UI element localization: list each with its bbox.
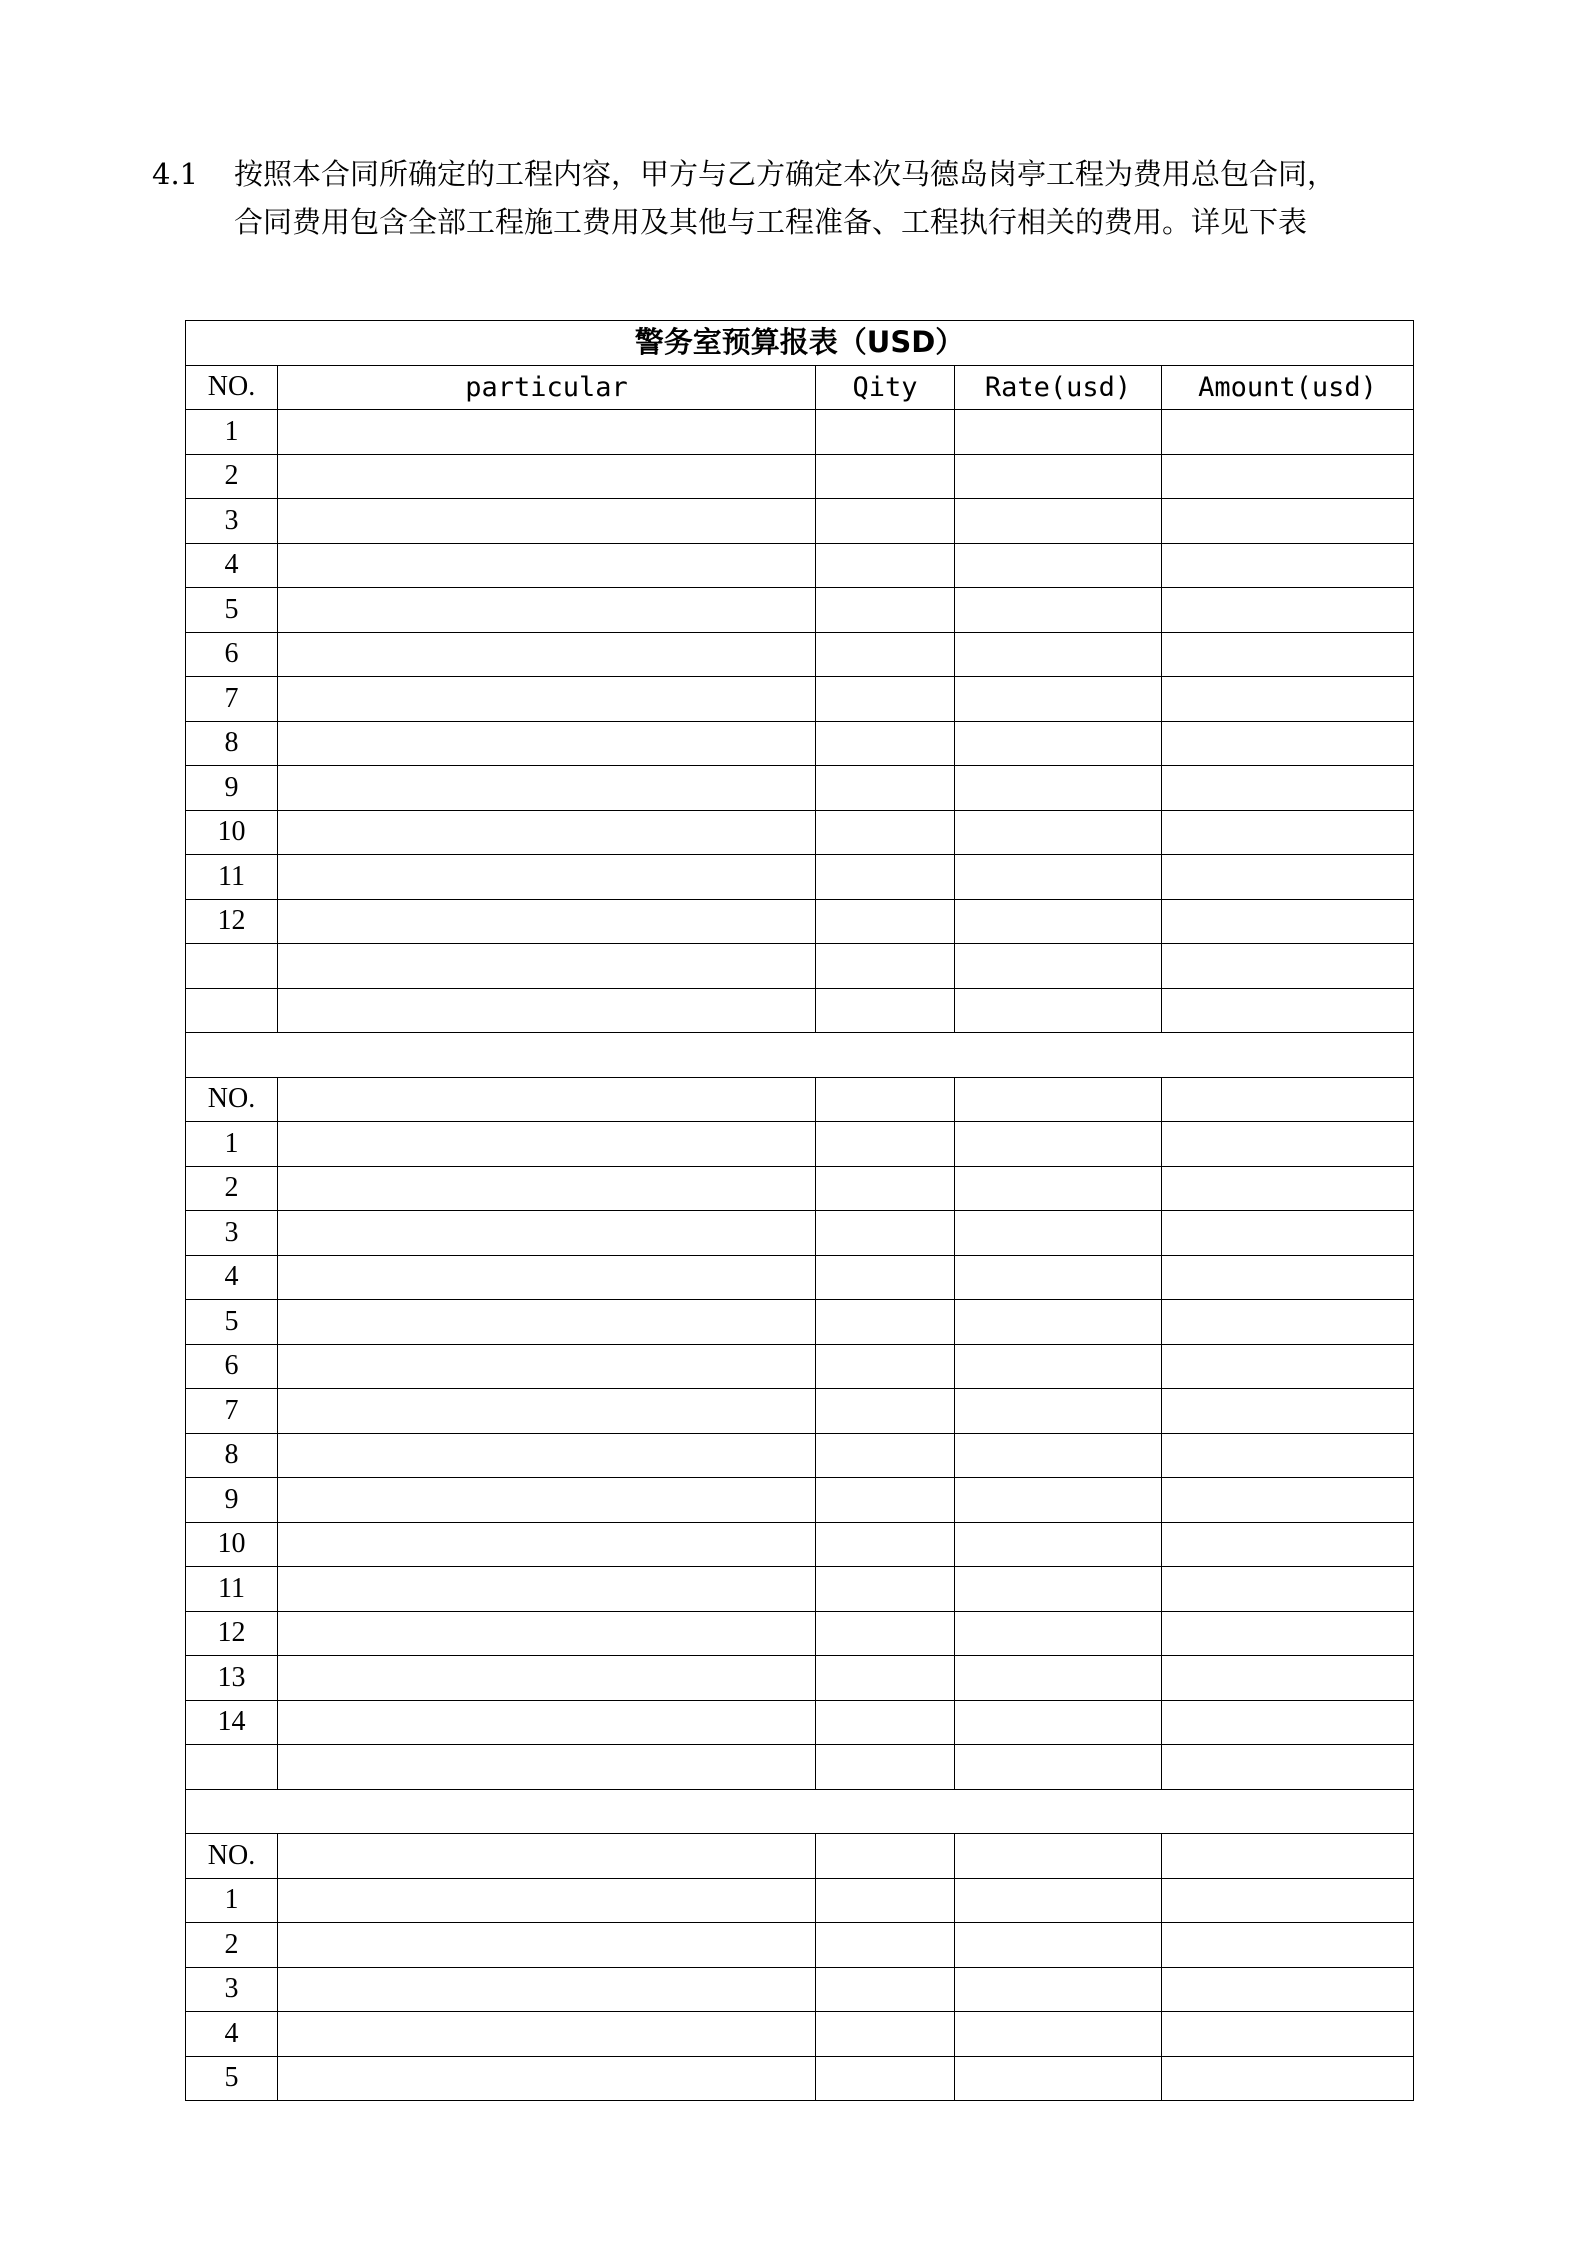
table-row bbox=[186, 1166, 1414, 1211]
table-cell bbox=[1162, 1166, 1414, 1211]
table-row bbox=[186, 632, 1414, 677]
table-cell bbox=[816, 1878, 955, 1923]
clause-text-line-1: 按照本合同所确定的工程内容，甲方与乙方确定本次马德岛岗亭工程为费用总包合同， bbox=[234, 157, 1337, 191]
row-number: 12 bbox=[186, 899, 278, 944]
table-cell bbox=[1162, 1389, 1414, 1434]
table-row bbox=[186, 1522, 1414, 1567]
table-cell bbox=[955, 1255, 1162, 1300]
table-cell bbox=[1162, 1255, 1414, 1300]
table-row bbox=[186, 810, 1414, 855]
table-row bbox=[186, 1878, 1414, 1923]
table-cell bbox=[955, 766, 1162, 811]
table-cell bbox=[278, 1255, 816, 1300]
table-row bbox=[186, 1344, 1414, 1389]
table-cell bbox=[1162, 454, 1414, 499]
table-row bbox=[186, 588, 1414, 633]
row-number: 2 bbox=[186, 1166, 278, 1211]
table-row bbox=[186, 1967, 1414, 2012]
table-cell bbox=[278, 632, 816, 677]
table-cell bbox=[278, 988, 816, 1033]
table-row bbox=[186, 1433, 1414, 1478]
table-cell bbox=[955, 677, 1162, 722]
table-row bbox=[186, 1478, 1414, 1523]
table-cell bbox=[1162, 1077, 1414, 1122]
table-header-row bbox=[186, 365, 1414, 410]
table-cell bbox=[955, 588, 1162, 633]
table-cell bbox=[816, 677, 955, 722]
section-separator-row bbox=[186, 1789, 1414, 1834]
table-cell bbox=[1162, 1211, 1414, 1256]
table-cell bbox=[955, 2056, 1162, 2101]
row-number: 5 bbox=[186, 2056, 278, 2101]
section-header-row bbox=[186, 1077, 1414, 1122]
row-number: 5 bbox=[186, 1300, 278, 1345]
table-cell bbox=[1162, 499, 1414, 544]
row-number: 5 bbox=[186, 588, 278, 633]
table-cell bbox=[278, 1567, 816, 1612]
row-number: 7 bbox=[186, 1389, 278, 1434]
clause-text-line-2: 合同费用包含全部工程施工费用及其他与工程准备、工程执行相关的费用。详见下表 bbox=[234, 205, 1308, 239]
table-cell bbox=[1162, 1745, 1414, 1790]
table-cell bbox=[816, 1923, 955, 1968]
table-row bbox=[186, 1389, 1414, 1434]
table-cell bbox=[955, 1923, 1162, 1968]
budget-table bbox=[185, 320, 1414, 2101]
table-cell bbox=[955, 855, 1162, 900]
header-particular: particular bbox=[278, 365, 816, 410]
table-cell bbox=[278, 499, 816, 544]
row-number: 3 bbox=[186, 1967, 278, 2012]
table-cell bbox=[955, 1656, 1162, 1701]
table-cell bbox=[955, 1834, 1162, 1879]
table-cell bbox=[1162, 1344, 1414, 1389]
table-cell bbox=[816, 1255, 955, 1300]
row-number: 8 bbox=[186, 721, 278, 766]
table-cell bbox=[278, 1522, 816, 1567]
table-cell bbox=[816, 899, 955, 944]
table-cell bbox=[1162, 855, 1414, 900]
row-number: 1 bbox=[186, 1878, 278, 1923]
row-number: 9 bbox=[186, 1478, 278, 1523]
table-row bbox=[186, 721, 1414, 766]
table-cell bbox=[816, 1166, 955, 1211]
table-row bbox=[186, 988, 1414, 1033]
table-cell bbox=[278, 588, 816, 633]
table-cell bbox=[816, 988, 955, 1033]
header-qity: Qity bbox=[816, 365, 955, 410]
table-cell bbox=[955, 944, 1162, 989]
table-row bbox=[186, 410, 1414, 455]
table-cell bbox=[1162, 1656, 1414, 1701]
table-cell bbox=[816, 1433, 955, 1478]
table-row bbox=[186, 1611, 1414, 1656]
table-row bbox=[186, 454, 1414, 499]
table-row bbox=[186, 944, 1414, 989]
section-separator-row bbox=[186, 1033, 1414, 1078]
table-cell bbox=[278, 543, 816, 588]
table-cell bbox=[1162, 588, 1414, 633]
budget-table-body bbox=[186, 321, 1414, 2101]
table-title: 警务室预算报表（USD） bbox=[186, 321, 1414, 366]
table-cell bbox=[955, 1878, 1162, 1923]
section-separator-cell bbox=[186, 1033, 1414, 1078]
table-cell bbox=[816, 1745, 955, 1790]
section-header-row bbox=[186, 1834, 1414, 1879]
row-number: 1 bbox=[186, 1122, 278, 1167]
table-cell bbox=[278, 1300, 816, 1345]
table-cell bbox=[1162, 1478, 1414, 1523]
table-cell bbox=[816, 1656, 955, 1701]
table-row bbox=[186, 766, 1414, 811]
table-cell bbox=[278, 677, 816, 722]
table-cell bbox=[1162, 1611, 1414, 1656]
table-cell bbox=[955, 1166, 1162, 1211]
section-separator-cell bbox=[186, 1789, 1414, 1834]
table-cell bbox=[955, 1745, 1162, 1790]
table-cell bbox=[955, 454, 1162, 499]
table-row bbox=[186, 1745, 1414, 1790]
table-row bbox=[186, 1567, 1414, 1612]
row-number: 7 bbox=[186, 677, 278, 722]
table-cell bbox=[955, 1389, 1162, 1434]
clause-line-1 bbox=[152, 150, 1452, 198]
table-cell bbox=[816, 1211, 955, 1256]
row-number: 13 bbox=[186, 1656, 278, 1701]
table-cell bbox=[816, 410, 955, 455]
table-cell bbox=[278, 1611, 816, 1656]
table-cell bbox=[1162, 766, 1414, 811]
table-cell bbox=[955, 899, 1162, 944]
table-cell bbox=[1162, 944, 1414, 989]
row-number bbox=[186, 944, 278, 989]
table-cell bbox=[278, 1745, 816, 1790]
table-cell bbox=[816, 1344, 955, 1389]
table-cell bbox=[1162, 721, 1414, 766]
table-cell bbox=[816, 766, 955, 811]
table-cell bbox=[278, 855, 816, 900]
table-cell bbox=[1162, 1567, 1414, 1612]
table-row bbox=[186, 1211, 1414, 1256]
table-cell bbox=[278, 1834, 816, 1879]
table-cell bbox=[955, 1478, 1162, 1523]
table-cell bbox=[955, 543, 1162, 588]
table-cell bbox=[816, 1478, 955, 1523]
table-cell bbox=[278, 766, 816, 811]
table-cell bbox=[816, 1834, 955, 1879]
row-number: 3 bbox=[186, 1211, 278, 1256]
table-cell bbox=[278, 721, 816, 766]
table-row bbox=[186, 1700, 1414, 1745]
header-no: NO. bbox=[186, 365, 278, 410]
table-cell bbox=[1162, 677, 1414, 722]
table-cell bbox=[278, 1389, 816, 1434]
table-cell bbox=[955, 1211, 1162, 1256]
table-cell bbox=[955, 1700, 1162, 1745]
table-cell bbox=[955, 410, 1162, 455]
table-cell bbox=[278, 1656, 816, 1701]
table-cell bbox=[816, 1077, 955, 1122]
table-cell bbox=[278, 1700, 816, 1745]
table-row bbox=[186, 499, 1414, 544]
table-cell bbox=[1162, 1878, 1414, 1923]
table-cell bbox=[816, 588, 955, 633]
table-cell bbox=[955, 1344, 1162, 1389]
table-cell bbox=[955, 632, 1162, 677]
table-cell bbox=[278, 1967, 816, 2012]
table-cell bbox=[955, 1077, 1162, 1122]
table-cell bbox=[955, 1567, 1162, 1612]
row-number: 11 bbox=[186, 1567, 278, 1612]
table-cell bbox=[955, 2012, 1162, 2057]
table-cell bbox=[955, 1522, 1162, 1567]
table-cell bbox=[955, 988, 1162, 1033]
table-cell bbox=[816, 944, 955, 989]
row-number: 6 bbox=[186, 632, 278, 677]
table-cell bbox=[278, 2012, 816, 2057]
row-number: 3 bbox=[186, 499, 278, 544]
table-cell bbox=[278, 1878, 816, 1923]
table-cell bbox=[278, 1344, 816, 1389]
table-row bbox=[186, 2012, 1414, 2057]
table-row bbox=[186, 677, 1414, 722]
table-cell bbox=[955, 499, 1162, 544]
row-number: 6 bbox=[186, 1344, 278, 1389]
table-cell bbox=[278, 810, 816, 855]
row-number: 11 bbox=[186, 855, 278, 900]
table-cell bbox=[278, 899, 816, 944]
table-cell bbox=[1162, 1122, 1414, 1167]
table-cell bbox=[955, 721, 1162, 766]
table-cell bbox=[278, 1923, 816, 1968]
table-cell bbox=[1162, 1522, 1414, 1567]
row-number: 9 bbox=[186, 766, 278, 811]
table-cell bbox=[816, 2012, 955, 2057]
table-cell bbox=[816, 1522, 955, 1567]
row-number: 10 bbox=[186, 810, 278, 855]
row-number: 1 bbox=[186, 410, 278, 455]
table-cell bbox=[955, 1967, 1162, 2012]
table-cell bbox=[816, 454, 955, 499]
table-cell bbox=[816, 1700, 955, 1745]
table-cell bbox=[955, 1300, 1162, 1345]
table-cell bbox=[816, 855, 955, 900]
table-row bbox=[186, 1656, 1414, 1701]
table-row bbox=[186, 899, 1414, 944]
table-cell bbox=[278, 454, 816, 499]
header-rate: Rate(usd) bbox=[955, 365, 1162, 410]
table-cell bbox=[955, 1433, 1162, 1478]
row-number: 14 bbox=[186, 1700, 278, 1745]
table-row bbox=[186, 543, 1414, 588]
table-cell bbox=[278, 944, 816, 989]
row-number: 12 bbox=[186, 1611, 278, 1656]
table-cell bbox=[1162, 899, 1414, 944]
table-row bbox=[186, 2056, 1414, 2101]
row-number bbox=[186, 1745, 278, 1790]
row-number: 2 bbox=[186, 1923, 278, 1968]
table-cell bbox=[816, 1567, 955, 1612]
table-row bbox=[186, 1255, 1414, 1300]
header-amount: Amount(usd) bbox=[1162, 365, 1414, 410]
table-cell bbox=[278, 1211, 816, 1256]
clause-number: 4.1 bbox=[152, 157, 199, 191]
table-row bbox=[186, 855, 1414, 900]
section-header-no: NO. bbox=[186, 1077, 278, 1122]
table-cell bbox=[955, 810, 1162, 855]
table-cell bbox=[1162, 1834, 1414, 1879]
table-cell bbox=[278, 410, 816, 455]
table-cell bbox=[816, 1300, 955, 1345]
row-number bbox=[186, 988, 278, 1033]
table-cell bbox=[1162, 543, 1414, 588]
table-row bbox=[186, 1923, 1414, 1968]
table-cell bbox=[1162, 2012, 1414, 2057]
table-cell bbox=[816, 499, 955, 544]
table-cell bbox=[816, 632, 955, 677]
row-number: 2 bbox=[186, 454, 278, 499]
row-number: 8 bbox=[186, 1433, 278, 1478]
table-cell bbox=[816, 1967, 955, 2012]
table-cell bbox=[278, 2056, 816, 2101]
table-cell bbox=[816, 2056, 955, 2101]
table-cell bbox=[278, 1077, 816, 1122]
table-cell bbox=[816, 1389, 955, 1434]
table-cell bbox=[955, 1611, 1162, 1656]
table-cell bbox=[1162, 1300, 1414, 1345]
contract-clause bbox=[152, 150, 1452, 246]
clause-line-2 bbox=[152, 198, 1452, 246]
table-cell bbox=[1162, 1700, 1414, 1745]
table-cell bbox=[816, 543, 955, 588]
row-number: 4 bbox=[186, 2012, 278, 2057]
table-cell bbox=[1162, 1967, 1414, 2012]
table-cell bbox=[1162, 2056, 1414, 2101]
row-number: 4 bbox=[186, 543, 278, 588]
table-cell bbox=[278, 1433, 816, 1478]
table-cell bbox=[278, 1166, 816, 1211]
section-header-no: NO. bbox=[186, 1834, 278, 1879]
table-title-row bbox=[186, 321, 1414, 366]
table-cell bbox=[1162, 410, 1414, 455]
table-cell bbox=[1162, 810, 1414, 855]
table-cell bbox=[816, 1122, 955, 1167]
table-cell bbox=[816, 1611, 955, 1656]
table-cell bbox=[816, 810, 955, 855]
table-cell bbox=[1162, 988, 1414, 1033]
table-cell bbox=[955, 1122, 1162, 1167]
table-row bbox=[186, 1300, 1414, 1345]
row-number: 10 bbox=[186, 1522, 278, 1567]
table-cell bbox=[1162, 632, 1414, 677]
table-cell bbox=[816, 721, 955, 766]
row-number: 4 bbox=[186, 1255, 278, 1300]
table-cell bbox=[1162, 1433, 1414, 1478]
table-cell bbox=[278, 1478, 816, 1523]
table-row bbox=[186, 1122, 1414, 1167]
table-cell bbox=[1162, 1923, 1414, 1968]
table-cell bbox=[278, 1122, 816, 1167]
